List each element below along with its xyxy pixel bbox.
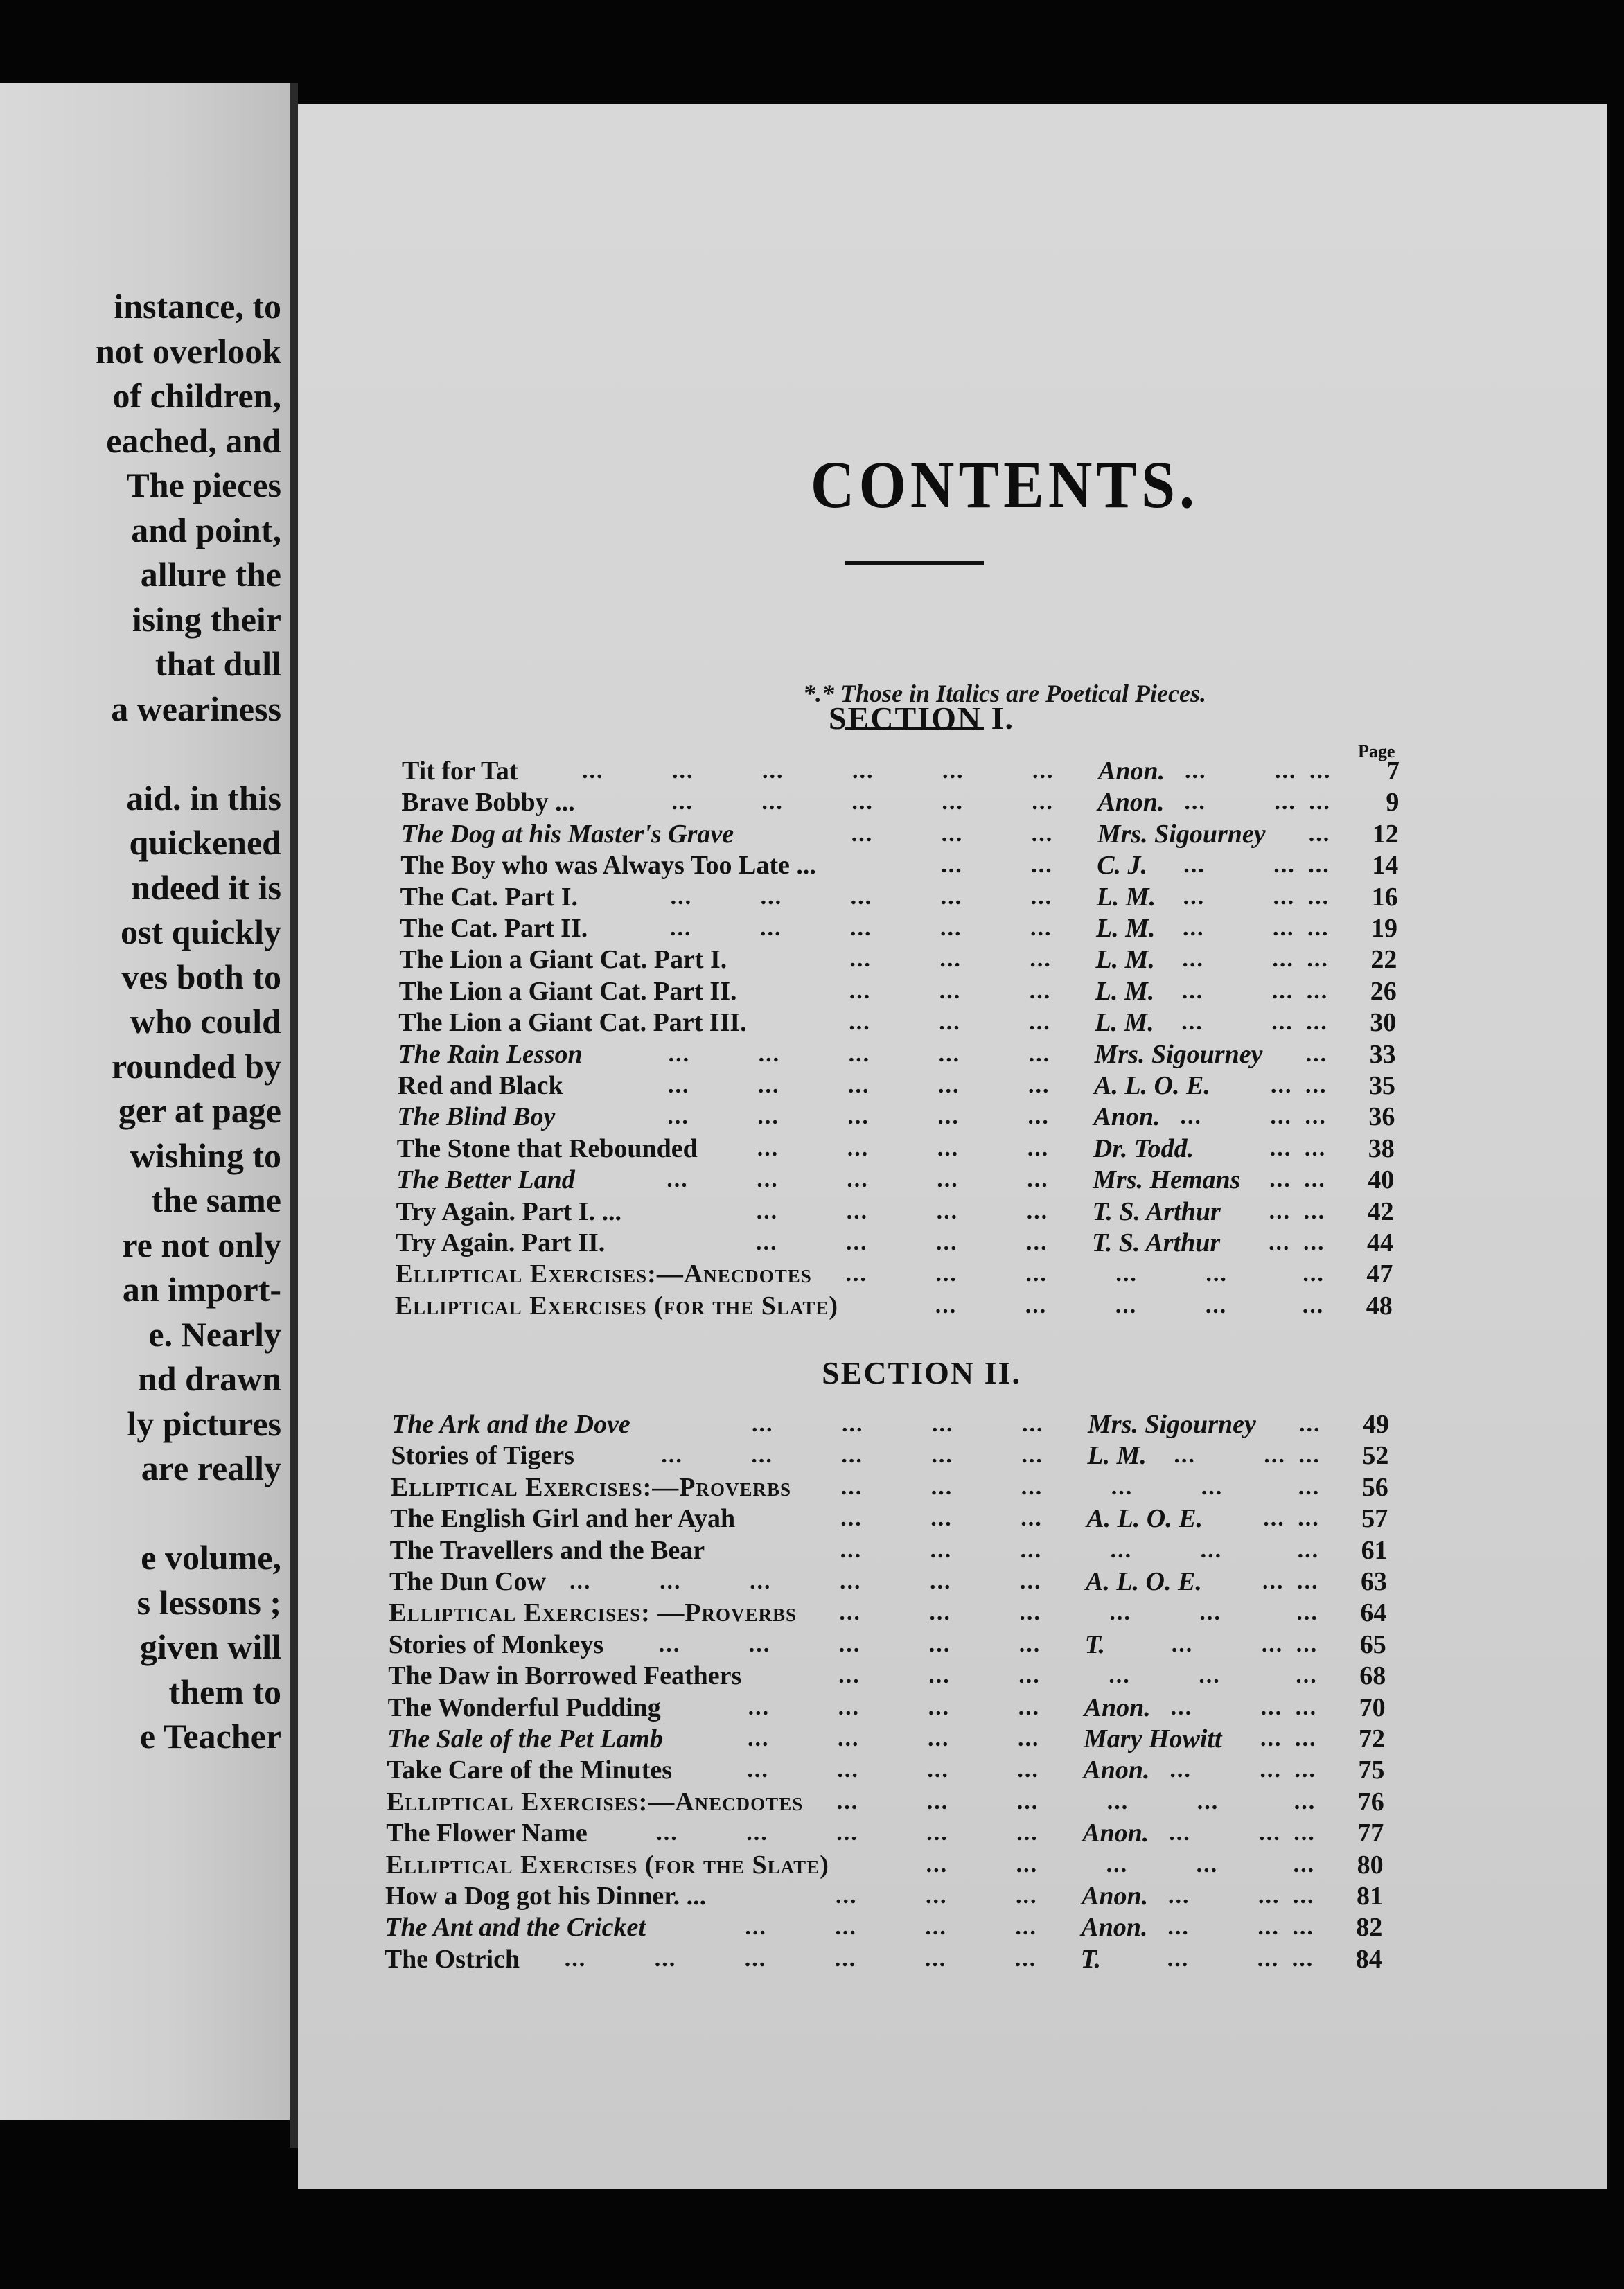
contents-entry: ... ... ... ... ... ... ... ... The Dun Cow A. L. O. E. 63 <box>389 1567 1387 1596</box>
contents-entry: ... ... ... ... ... ... ... Red and Black A. L. O. E. 35 <box>398 1071 1395 1100</box>
contents-entry: ... ... ... ... ... ... ... ... Stories of Monkeys T. 65 <box>388 1629 1386 1659</box>
entry-author: A. L. O. E. <box>1086 1567 1202 1596</box>
contents-entry: ... ... ... ... ... ... Elliptical Exercises:—Proverbs 56 <box>390 1472 1388 1502</box>
entry-title: Brave Bobby ... <box>401 788 575 818</box>
contents-entry: ... ... ... ... The Dog at his Master's Grave Mrs. Sigourney 12 <box>400 819 1399 849</box>
entry-page-number: 68 <box>1359 1661 1386 1691</box>
entry-page-number: 65 <box>1359 1629 1386 1659</box>
contents-entry: ... ... ... ... ... ... ... ... The Cat. Part II. L. M. 19 <box>400 914 1397 943</box>
contents-entry: ... ... ... ... ... ... ... ... Stories of Tigers L. M. 52 <box>391 1441 1389 1471</box>
facing-page-line: ising their <box>132 599 281 639</box>
entry-author: Anon. <box>1083 1756 1150 1785</box>
entry-page-number: 61 <box>1361 1535 1388 1565</box>
entry-author: A. L. O. E. <box>1086 1504 1203 1534</box>
facing-page-line: aid. in this <box>126 778 281 818</box>
page-column-heading: Page <box>1358 741 1395 761</box>
contents-entry: ... ... ... ... ... ... The Lion a Giant Cat. Part I. L. M. 22 <box>399 945 1397 975</box>
entry-page-number: 14 <box>1372 851 1399 881</box>
entry-author: L. M. <box>1095 945 1155 975</box>
facing-page-line: ost quickly <box>120 912 281 951</box>
facing-page-line: wishing to <box>130 1135 281 1175</box>
facing-page-line: and point, <box>131 510 281 549</box>
entry-title: The Lion a Giant Cat. Part III. <box>398 1008 747 1038</box>
facing-page-line: re not only <box>122 1225 281 1264</box>
contents-entry: ... ... ... ... ... ... The Travellers and the Bear 61 <box>389 1535 1388 1565</box>
entry-author: L. M. <box>1087 1441 1147 1471</box>
entry-author: Mrs. Sigourney <box>1088 1410 1256 1439</box>
facing-page-line: allure the <box>140 555 281 594</box>
entry-author: T. S. Arthur <box>1092 1228 1221 1257</box>
entry-author: Anon. <box>1098 757 1165 786</box>
entry-title: The Dun Cow <box>389 1567 546 1596</box>
entry-page-number: 75 <box>1358 1756 1385 1785</box>
entry-page-number: 33 <box>1369 1039 1396 1069</box>
facing-page-line: e. Nearly <box>148 1314 281 1354</box>
contents-entry: ... ... ... ... ... ... ... ... The Cat. Part I. L. M. 16 <box>400 882 1398 912</box>
facing-page-fragment <box>0 83 290 2120</box>
facing-page-line: ly pictures <box>127 1404 281 1443</box>
contents-entry: ... ... ... ... ... ... Try Again. Part I. ... T. S. Arthur 42 <box>396 1196 1394 1226</box>
contents-entry: ... ... ... ... ... ... ... The Better Land Mrs. Hemans 40 <box>396 1165 1395 1195</box>
entry-author: C. J. <box>1097 851 1148 881</box>
entry-author: Anon. <box>1093 1102 1160 1132</box>
contents-entry: ... ... ... ... ... ... Elliptical Exercises:—Anecdotes 47 <box>395 1260 1393 1289</box>
entry-title: The Ark and the Dove <box>391 1410 630 1439</box>
poetical-pieces-note: *.* Those in Italics are Poetical Pieces. <box>803 680 1206 707</box>
facing-page-line: The pieces <box>126 466 281 504</box>
entry-page-number: 38 <box>1368 1133 1395 1163</box>
facing-page-line: rounded by <box>111 1046 281 1086</box>
contents-entry: ... ... ... ... ... The Boy who was Always Too Late ... C. J. 14 <box>400 851 1399 881</box>
entry-page-number: 63 <box>1361 1567 1387 1596</box>
entry-title: Elliptical Exercises:—Anecdotes <box>395 1260 812 1289</box>
entry-title: The Daw in Borrowed Feathers <box>388 1661 742 1691</box>
facing-page-line: of children, <box>112 376 281 415</box>
entry-title: How a Dog got his Dinner. ... <box>385 1882 707 1911</box>
entry-author: Anon. <box>1081 1913 1148 1943</box>
entry-page-number: 36 <box>1368 1102 1395 1132</box>
entry-page-number: 30 <box>1370 1008 1397 1038</box>
facing-page-line: the same <box>151 1181 281 1219</box>
entry-title: The Stone that Rebounded <box>396 1133 698 1163</box>
contents-entry: ... ... ... ... ... ... ... ... ... The Ostrich T. 84 <box>384 1944 1382 1974</box>
entry-author: T. S. Arthur <box>1092 1196 1221 1226</box>
entry-title: Elliptical Exercises (for the Slate) <box>385 1850 829 1880</box>
entry-title: Elliptical Exercises:—Anecdotes <box>386 1787 804 1817</box>
entry-title: The Ant and the Cricket <box>385 1913 646 1943</box>
contents-entry: ... ... ... ... ... ... ... The Ant and the Cricket Anon. 82 <box>385 1913 1383 1943</box>
contents-entry: ... ... ... ... ... ... Elliptical Exercises:—Anecdotes 76 <box>386 1787 1384 1817</box>
facing-page-line: a weariness <box>111 689 281 728</box>
entry-page-number: 76 <box>1357 1787 1384 1817</box>
entry-title: The Cat. Part II. <box>400 914 588 943</box>
contents-page <box>298 104 1607 2189</box>
facing-page-line: s lessons ; <box>136 1582 281 1622</box>
entry-title: The Rain Lesson <box>398 1039 583 1069</box>
entry-page-number: 64 <box>1360 1598 1387 1628</box>
contents-entry: ... ... ... ... ... ... The Sale of the Pet Lamb Mary Howitt 72 <box>387 1724 1385 1753</box>
entry-title: Tit for Tat <box>402 757 518 786</box>
entry-author: Mary Howitt <box>1084 1724 1222 1753</box>
entry-page-number: 35 <box>1369 1071 1395 1100</box>
entry-author: Anon. <box>1082 1819 1149 1848</box>
facing-page-line: given will <box>139 1627 281 1666</box>
entry-author: T. <box>1080 1944 1102 1974</box>
entry-page-number: 70 <box>1359 1693 1386 1722</box>
entry-title: The Better Land <box>396 1165 575 1195</box>
contents-entry: ... ... ... ... ... ... ... ... The Blind Boy Anon. 36 <box>397 1102 1395 1132</box>
entry-page-number: 57 <box>1361 1504 1388 1534</box>
facing-page-line: them to <box>168 1672 281 1711</box>
facing-page-line: ndeed it is <box>131 867 281 907</box>
entry-page-number: 40 <box>1368 1165 1395 1195</box>
entry-page-number: 19 <box>1371 914 1397 943</box>
contents-entry: ... ... ... ... ... ... The Stone that Rebounded Dr. Todd. 38 <box>396 1133 1395 1163</box>
facing-page-line: that dull <box>155 644 281 683</box>
contents-entry: ... ... ... ... ... ... The Daw in Borrowed Feathers 68 <box>388 1661 1386 1691</box>
entry-author: L. M. <box>1096 882 1156 912</box>
contents-entry: ... ... ... ... ... The English Girl and her Ayah A. L. O. E. 57 <box>390 1504 1388 1534</box>
facing-page-line: instance, to <box>114 287 281 326</box>
contents-entry: ... ... ... ... ... ... The Rain Lesson Mrs. Sigourney 33 <box>398 1039 1396 1069</box>
entry-page-number: 22 <box>1370 945 1397 975</box>
entry-page-number: 84 <box>1355 1944 1382 1974</box>
facing-page-line: eached, and <box>106 421 281 460</box>
entry-page-number: 72 <box>1359 1724 1385 1753</box>
entry-title: The Lion a Giant Cat. Part I. <box>399 945 727 975</box>
entry-author: L. M. <box>1095 1008 1154 1038</box>
entry-author: Anon. <box>1084 1693 1151 1722</box>
entry-author: Mrs. Sigourney <box>1097 819 1266 849</box>
entry-title: The Blind Boy <box>397 1102 556 1132</box>
entry-title: The English Girl and her Ayah <box>390 1504 736 1534</box>
entry-title: The Dog at his Master's Grave <box>400 819 734 849</box>
entry-author: A. L. O. E. <box>1094 1071 1210 1100</box>
entry-page-number: 16 <box>1371 882 1398 912</box>
entry-author: Anon. <box>1082 1882 1149 1911</box>
entry-page-number: 42 <box>1367 1196 1394 1226</box>
entry-page-number: 81 <box>1357 1882 1383 1911</box>
entry-page-number: 44 <box>1367 1228 1393 1257</box>
entry-title: Stories of Monkeys <box>388 1629 604 1659</box>
facing-page-line: ger at page <box>118 1091 281 1130</box>
facing-page-line: not overlook <box>95 331 281 371</box>
entry-title: Stories of Tigers <box>391 1441 574 1471</box>
entry-page-number: 49 <box>1363 1410 1389 1439</box>
facing-page-line: ves both to <box>121 957 281 996</box>
contents-entry: ... ... ... ... ... ... The Lion a Giant Cat. Part III. L. M. 30 <box>398 1008 1397 1038</box>
entry-page-number: 48 <box>1366 1291 1393 1320</box>
section-heading: SECTION I. <box>829 700 1014 736</box>
entry-title: Elliptical Exercises: —Proverbs <box>389 1598 797 1628</box>
entry-title: The Sale of the Pet Lamb <box>387 1724 663 1753</box>
entry-author: Dr. Todd. <box>1093 1133 1194 1163</box>
entry-author: Anon. <box>1097 788 1165 818</box>
title-rule-top <box>845 561 984 565</box>
entry-page-number: 56 <box>1361 1472 1388 1502</box>
contents-entry: ... ... ... ... ... Elliptical Exercises (for the Slate) 80 <box>385 1850 1384 1880</box>
contents-entry: ... ... ... ... ... ... ... Take Care of the Minutes Anon. 75 <box>387 1756 1385 1785</box>
entry-title: The Wonderful Pudding <box>387 1693 661 1722</box>
entry-page-number: 26 <box>1370 976 1397 1006</box>
entry-author: Mrs. Hemans <box>1093 1165 1241 1195</box>
entry-title: The Travellers and the Bear <box>389 1535 705 1565</box>
contents-entry: ... ... ... ... ... ... ... The Wonderful Pudding Anon. 70 <box>387 1693 1386 1722</box>
facing-page-line: quickened <box>129 823 281 862</box>
book-gutter <box>290 83 298 2148</box>
entry-author: T. <box>1084 1629 1106 1659</box>
facing-page-line: e Teacher <box>139 1717 281 1756</box>
entry-title: The Flower Name <box>386 1819 588 1848</box>
facing-page-line: are really <box>141 1449 281 1487</box>
entry-page-number: 12 <box>1372 819 1399 849</box>
facing-page-line: e volume, <box>141 1538 281 1577</box>
contents-entry: ... ... ... ... ... ... Elliptical Exercises: —Proverbs 64 <box>389 1598 1387 1628</box>
entry-title: The Cat. Part I. <box>400 882 579 912</box>
entry-title: The Lion a Giant Cat. Part II. <box>398 976 737 1006</box>
page-title: CONTENTS. <box>810 448 1199 522</box>
entry-title: Red and Black <box>398 1071 563 1100</box>
entry-title: Elliptical Exercises:—Proverbs <box>390 1472 791 1502</box>
entry-author: L. M. <box>1095 976 1155 1006</box>
contents-entry: ... ... ... ... ... ... ... ... Brave Bobby ... Anon. 9 <box>401 788 1400 818</box>
entry-title: Try Again. Part II. <box>396 1228 606 1257</box>
contents-entry: ... ... ... ... ... ... The Lion a Giant Cat. Part II. L. M. 26 <box>398 976 1397 1006</box>
contents-entry: ... ... ... ... ... ... ... ... The Flower Name Anon. 77 <box>386 1819 1384 1848</box>
entry-author: Mrs. Sigourney <box>1094 1039 1263 1069</box>
facing-page-line: nd drawn <box>137 1359 281 1398</box>
entry-page-number: 9 <box>1386 788 1400 818</box>
entry-page-number: 47 <box>1366 1260 1393 1289</box>
section-heading: SECTION II. <box>822 1355 1021 1390</box>
entry-title: Take Care of the Minutes <box>387 1756 673 1785</box>
entry-page-number: 52 <box>1362 1441 1389 1471</box>
entry-title: The Boy who was Always Too Late ... <box>400 851 816 881</box>
facing-page-line: an import- <box>122 1270 281 1309</box>
contents-entry: ... ... ... ... ... ... How a Dog got his Dinner. ... Anon. 81 <box>385 1882 1383 1911</box>
contents-entry: ... ... ... ... ... The Ark and the Dove Mrs. Sigourney 49 <box>391 1410 1389 1439</box>
contents-entry: ... ... ... ... ... ... ... ... ... Tit for Tat Anon. 7 <box>402 757 1400 786</box>
entry-title: The Ostrich <box>384 1944 520 1974</box>
contents-entry: ... ... ... ... ... Elliptical Exercises (for the Slate) 48 <box>394 1291 1393 1320</box>
entry-title: Elliptical Exercises (for the Slate) <box>394 1291 839 1320</box>
facing-page-line: who could <box>130 1002 281 1041</box>
entry-page-number: 80 <box>1357 1850 1384 1880</box>
entry-page-number: 77 <box>1357 1819 1384 1848</box>
entry-author: L. M. <box>1096 914 1156 943</box>
contents-entry: ... ... ... ... ... ... Try Again. Part II. T. S. Arthur 44 <box>396 1228 1393 1257</box>
entry-page-number: 82 <box>1356 1913 1383 1943</box>
entry-title: Try Again. Part I. ... <box>396 1196 622 1226</box>
entry-page-number: 7 <box>1386 757 1400 786</box>
